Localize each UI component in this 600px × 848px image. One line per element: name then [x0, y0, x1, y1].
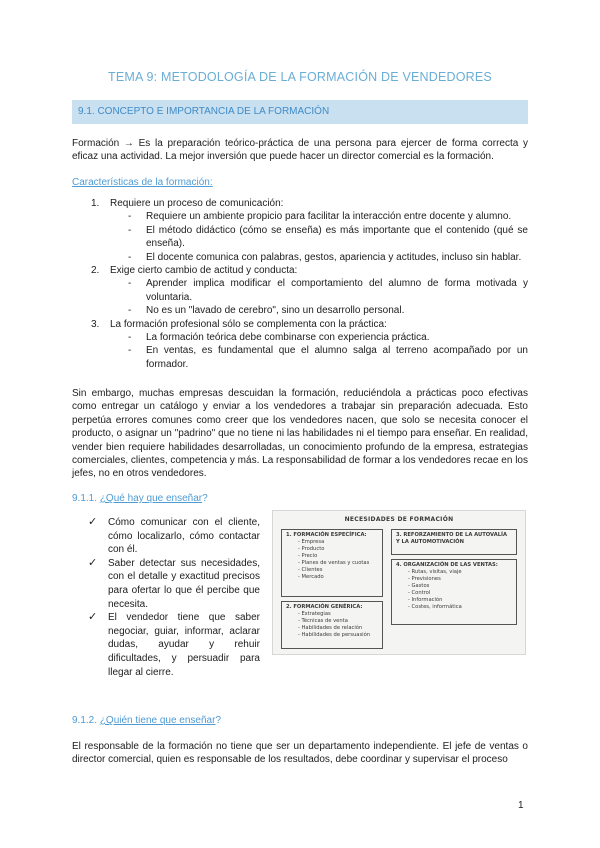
characteristics-list — [72, 197, 528, 371]
subsection-tail: ? — [202, 493, 208, 504]
section-heading: 9.1. CONCEPTO E IMPORTANCIA DE LA FORMACIÓN — [72, 100, 528, 124]
sub-item: - En ventas, es fundamental que el alumno salga al terreno acompañado por un formador. — [110, 344, 528, 371]
diagram-box-generic — [281, 601, 383, 649]
intro-paragraph: Formación → Es la preparación teórico-práctica de una persona para ejercer de forma correcta y eficaz una actividad. La mejor inversión que puede hacer un director comercial es la formación. — [72, 138, 528, 163]
teaching-checklist — [88, 516, 260, 679]
characteristic-label: La formación profesional sólo se complementa con la práctica: — [110, 318, 387, 330]
diagram-item: - Mercado — [286, 574, 378, 581]
subsection-tail: ? — [215, 715, 222, 726]
subsection-heading-1 — [72, 493, 208, 504]
checklist-item — [88, 516, 260, 557]
diagram-item: - Producto — [286, 546, 378, 553]
check-icon: ✓ — [88, 556, 98, 569]
sub-item: - El docente comunica con palabras, gestos, apariencia y actitudes, incluso sin hablar. — [110, 251, 528, 264]
document-title: TEMA 9: METODOLOGÍA DE LA FORMACIÓN DE VENDEDORES — [108, 70, 492, 84]
diagram-item: - Habilidades de relación — [286, 625, 378, 632]
sub-item: - Requiere un ambiente propicio para facilitar la interacción entre docente y alumno. — [110, 210, 528, 223]
subsection-heading-2 — [72, 715, 221, 726]
characteristic-item — [72, 197, 528, 264]
diagram-box-heading: 4. ORGANIZACIÓN DE LAS VENTAS: — [396, 562, 498, 568]
diagram-item: - Planes de ventas y cuotas — [286, 560, 378, 567]
diagram-box-heading: 1. FORMACIÓN ESPECÍFICA: — [286, 532, 367, 538]
body-paragraph: Sin embargo, muchas empresas descuidan la formación, reduciéndola a prácticas poco efectivas como entregar un catálogo y enviar a los vendedores a trabajar sin preparación adecuada. Esto perpetúa errores comunes como creer que los vendedores nacen, que solo se necesita conocer el producto, o asignar un "padrino" que no tiene ni las habilidades ni el tiempo para enseñar. En realidad, vender bien requiere habilidades desarrolladas, un conocimiento profundo de la empresa, estrategias comerciales, clientes, competencia y más. La responsabilidad de formar a los vendedores recae en los jefes, no en otros vendedores. — [72, 388, 528, 480]
diagram-item: - Información — [396, 597, 512, 604]
characteristics-heading — [72, 177, 213, 188]
diagram-item: - Precio — [286, 553, 378, 560]
diagram-item: - Control — [396, 590, 512, 597]
diagram-item: - Previsiones — [396, 576, 512, 583]
check-icon: ✓ — [88, 516, 98, 528]
sub-item: - Aprender implica modificar el comportamiento del alumno de forma motivada y voluntaria. — [110, 277, 528, 304]
subsection-number: 9.1.2. — [72, 715, 100, 726]
list-number: 1. — [91, 198, 100, 209]
diagram-item: - Estrategias — [286, 611, 378, 618]
subsection-title: ¿Qué hay que enseñar — [99, 493, 203, 504]
checklist-text: Saber detectar sus necesidades, con el detalle y exactitud precisos para ofertar lo que él percibe que necesita. — [108, 557, 260, 610]
sub-item: - La formación teórica debe combinarse con experiencia práctica. — [110, 331, 528, 344]
sub-item: - No es un "lavado de cerebro", sino un desarrollo personal. — [110, 304, 528, 317]
diagram-item: - Clientes — [286, 567, 378, 574]
diagram-item: - Costes, informática — [396, 604, 512, 611]
sub-item: - El método didáctico (cómo se enseña) es más importante que el contenido (qué se enseña). — [110, 224, 528, 251]
checklist-text: Cómo comunicar con el cliente, cómo localizarlo, cómo contactar con él. — [108, 517, 260, 556]
diagram-box-heading: 2. FORMACIÓN GENÉRICA: — [286, 604, 363, 610]
diagram-box-sales-organization — [391, 559, 517, 625]
checklist-text: El vendedor tiene que saber negociar, guiar, informar, aclarar dudas, ayudar y rehuir dificultades, y persuadir para llegar al cierre. — [108, 612, 260, 678]
diagram-box-motivation — [391, 529, 517, 555]
list-number: 2. — [91, 265, 100, 277]
diagram-box-heading: 3. REFORZAMIENTO DE LA AUTOVALÍA Y LA AUTOMOTIVACIÓN — [396, 532, 507, 545]
page-number: 1 — [518, 800, 524, 811]
diagram-title: NECESIDADES DE FORMACIÓN — [344, 516, 454, 523]
check-icon: ✓ — [88, 611, 98, 624]
diagram-item: - Técnicas de venta — [286, 618, 378, 625]
list-number: 3. — [91, 318, 100, 330]
characteristic-label: Exige cierto cambio de actitud y conducta: — [110, 265, 298, 277]
training-needs-diagram — [272, 510, 526, 655]
subsection-number: 9.1.1. — [72, 493, 100, 504]
checklist-item — [88, 557, 260, 611]
characteristic-label: Requiere un proceso de comunicación: — [110, 198, 284, 209]
characteristic-item — [72, 318, 528, 372]
diagram-box-specific — [281, 529, 383, 597]
diagram-item: - Habilidades de persuasión — [286, 632, 378, 639]
characteristics-heading-text: Características de la formación — [72, 177, 210, 188]
diagram-item: - Gastos — [396, 583, 512, 590]
diagram-item: - Rutas, visitas, viaje — [396, 569, 512, 576]
characteristic-item — [72, 264, 528, 318]
closing-paragraph: El responsable de la formación no tiene que ser un departamento independiente. El jefe de ventas o director comercial, quien es responsable de los resultados, debe coordinar y supervisar el proceso — [72, 741, 528, 766]
characteristics-heading-colon: : — [209, 177, 213, 188]
diagram-item: - Empresa — [286, 539, 378, 546]
checklist-item — [88, 611, 260, 679]
subsection-title: ¿Quién tiene que enseñar — [99, 715, 216, 726]
